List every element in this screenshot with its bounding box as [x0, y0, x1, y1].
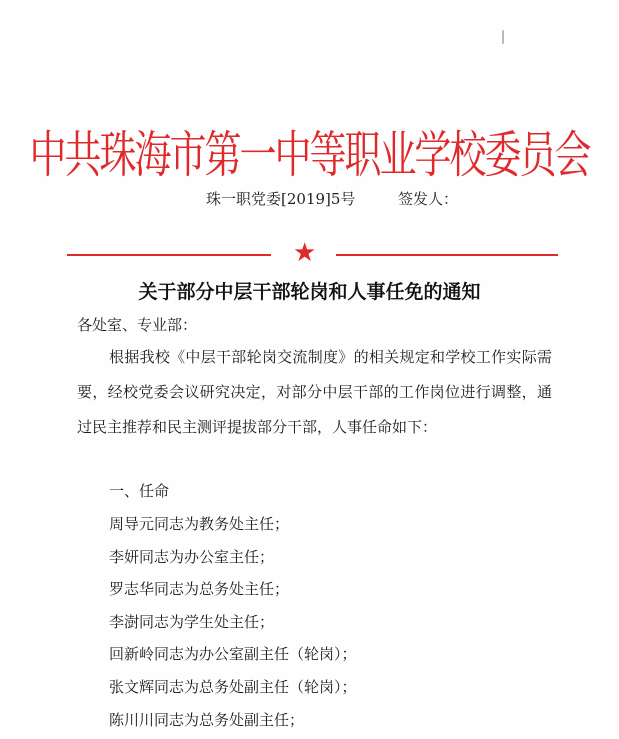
- scan-mark: [502, 30, 504, 44]
- signer-label: 签发人：: [398, 190, 459, 208]
- org-title: 中共珠海市第一中等职业学校委员会: [29, 126, 590, 185]
- salutation: 各处室、专业部：: [77, 316, 198, 334]
- list-item: 陈川川同志为总务处副主任；: [109, 710, 305, 729]
- notice-title: 关于部分中层干部轮岗和人事任免的通知: [138, 281, 481, 303]
- section-heading-appointments: 一、任命: [109, 482, 170, 500]
- body-paragraph: 根据我校《中层干部轮岗交流制度》的相关规定和学校工作实际需要，经校党委会议研究决定，对部分中层干部的工作岗位进行调整，通过民主推荐和民主测评提拔部分干部，人事任命如下：: [77, 348, 552, 436]
- red-divider-left: [67, 254, 271, 256]
- doc-number: 珠一职党委[2019]5号: [206, 190, 356, 208]
- red-divider-right: [336, 254, 558, 256]
- appointment-list: [109, 508, 357, 736]
- list-item: 回新岭同志为办公室副主任（轮岗）；: [109, 645, 357, 664]
- list-item: 张文辉同志为总务处副主任（轮岗）；: [109, 677, 357, 696]
- list-item: 罗志华同志为总务处主任；: [109, 580, 290, 599]
- star-icon: ★: [293, 238, 317, 268]
- list-item: 李澍同志为学生处主任；: [109, 612, 275, 631]
- list-item: 周导元同志为教务处主任；: [109, 515, 290, 533]
- list-item: 李妍同志为办公室主任；: [109, 547, 275, 566]
